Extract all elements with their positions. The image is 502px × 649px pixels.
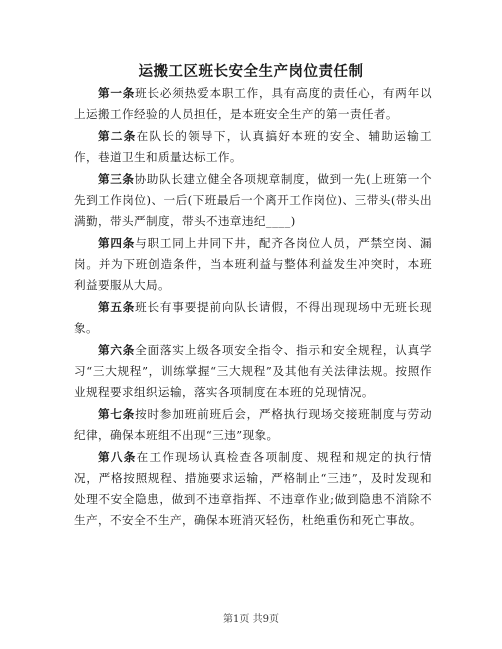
article-6 xyxy=(74,340,432,403)
article-number: 第四条 xyxy=(98,236,136,250)
article-text: 在队长的领导下，认真搞好本班的安全、辅助运输工作，巷道卫生和质量达标工作。 xyxy=(74,129,432,164)
article-number: 第三条 xyxy=(98,172,135,186)
article-number: 第二条 xyxy=(98,129,137,143)
article-4 xyxy=(74,233,432,296)
article-text: 按时参加班前班后会，严格执行现场交接班制度与劳动纪律，确保本班组不出现“三违”现象。 xyxy=(74,407,432,442)
page-number-footer: 第1页 共9页 xyxy=(223,614,279,625)
article-5 xyxy=(74,297,432,339)
article-text: 在工作现场认真检查各项制度、规程和规定的执行情况，严格按照规程、措施要求运输，严格制止“三违”，及时发现和处理不安全隐患，做到不违章指挥、不违章作业;做到隐患不消除不生产，不安全不生产，确保本班消灭轻伤，杜绝重伤和死亡事故。 xyxy=(74,450,432,527)
article-text: 班长有事要提前向队长请假，不得出现现场中无班长现象。 xyxy=(74,300,432,335)
article-number: 第七条 xyxy=(98,407,136,421)
article-text: 全面落实上级各项安全指令、指示和安全规程，认真学习“三大规程”，训练掌握“三大规程”及其他有关法律法规。按照作业规程要求组织运输，落实各项制度在本班的兑现情况。 xyxy=(74,343,432,399)
article-3 xyxy=(74,169,432,232)
article-text: 班长必须热爱本职工作，具有高度的责任心，有两年以上运搬工作经验的人员担任，是本班安全生产的第一责任者。 xyxy=(74,86,432,121)
document-body xyxy=(74,83,432,532)
article-7 xyxy=(74,404,432,446)
document-title: 运搬工区班长安全生产岗位责任制 xyxy=(138,64,364,80)
article-number: 第八条 xyxy=(98,450,137,464)
article-number: 第五条 xyxy=(98,300,136,314)
article-text: 与职工同上井同下井，配齐各岗位人员，严禁空岗、漏岗。并为下班创造条件，当本班利益与整体利益发生冲突时，本班利益要服从大局。 xyxy=(74,236,432,292)
article-1 xyxy=(74,83,432,125)
article-2 xyxy=(74,126,432,168)
article-number: 第一条 xyxy=(98,86,136,100)
article-8 xyxy=(74,447,432,531)
article-text: 协助队长建立健全各项规章制度，做到一先(上班第一个先到工作岗位)、一后(下班最后一个离开工作岗位)、三带头(带头出满勤，带头严制度，带头不违章违纪____) xyxy=(74,172,433,228)
article-number: 第六条 xyxy=(98,343,136,357)
